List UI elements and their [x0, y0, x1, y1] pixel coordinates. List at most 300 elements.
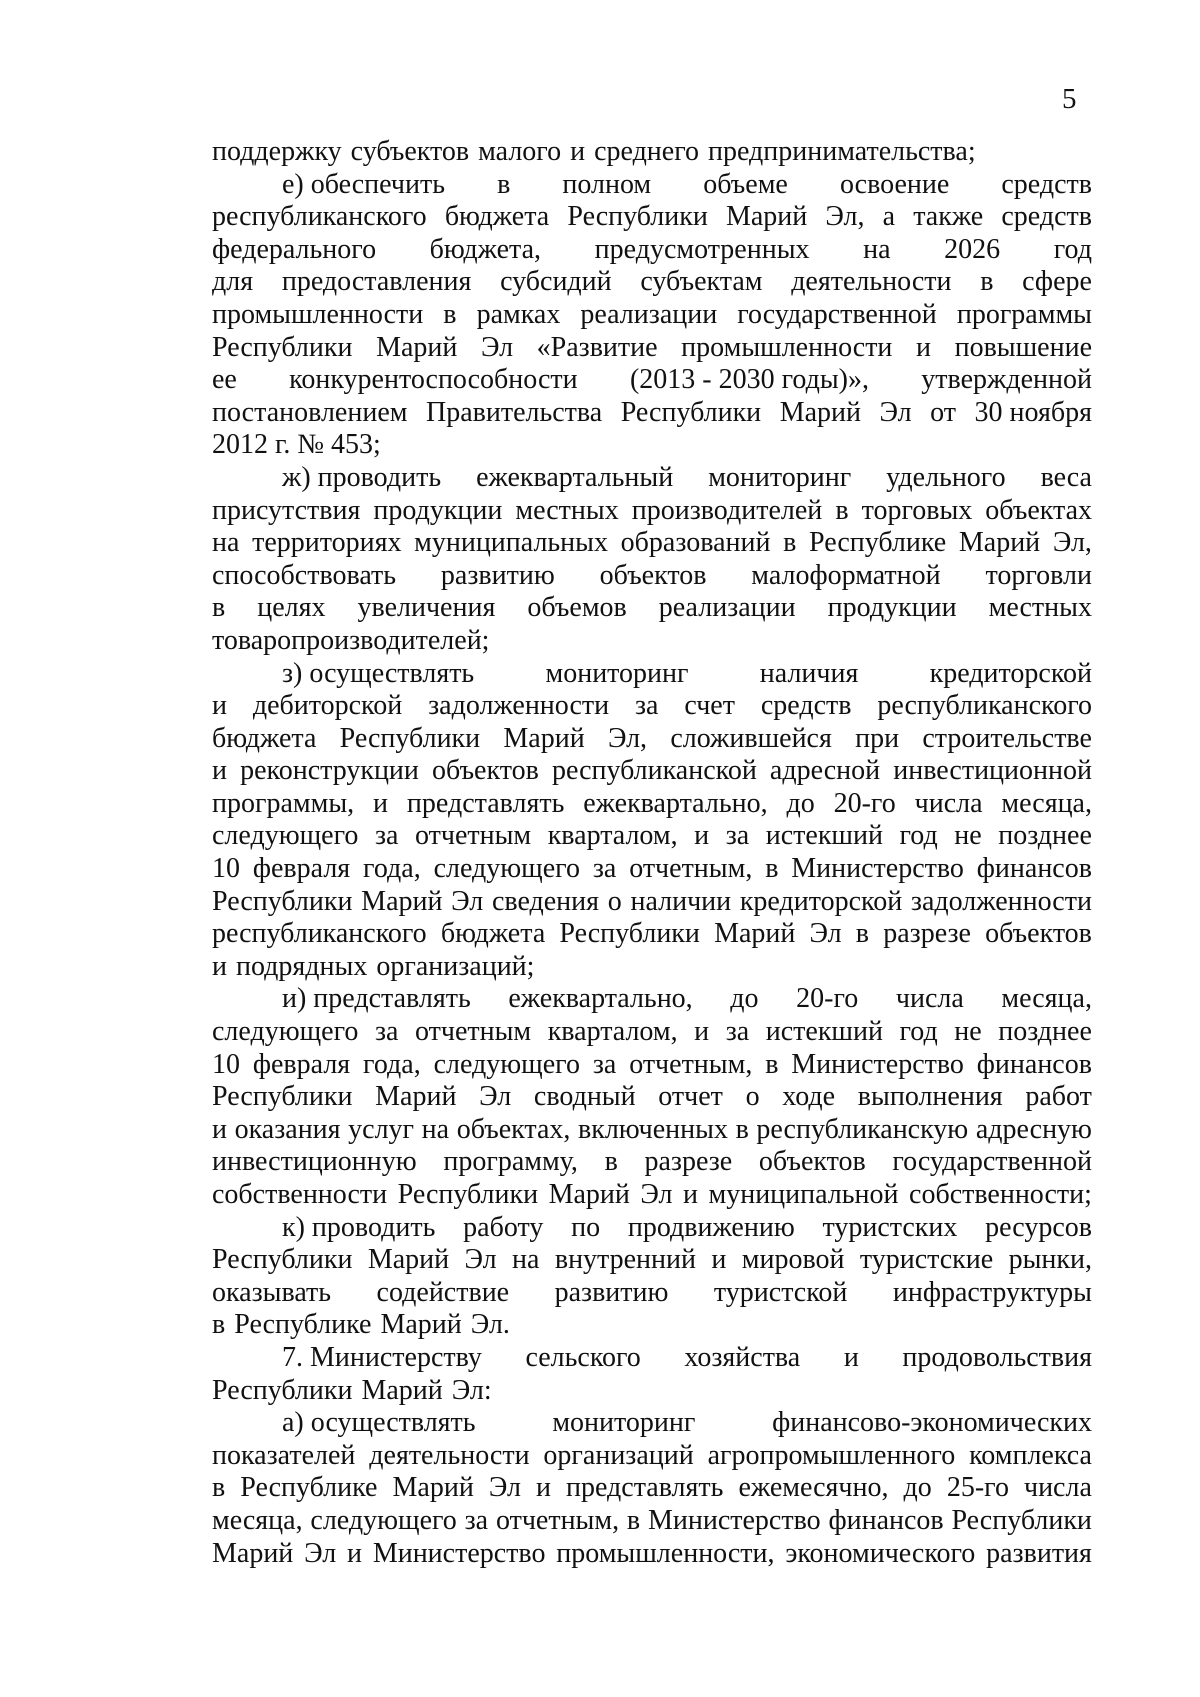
text-word: Республики: [212, 1374, 353, 1406]
text-line: [212, 527, 1092, 560]
text-line: [212, 1505, 1092, 1538]
text-word: предпринимательства;: [708, 136, 976, 167]
text-word: Министерство: [791, 1048, 964, 1080]
text-word: ежеквартально,: [583, 787, 768, 819]
text-word: Марий: [779, 396, 861, 428]
text-word: Республики: [620, 396, 762, 428]
text-word: в: [212, 1309, 226, 1341]
text-word: ежеквартальный: [476, 461, 674, 493]
text-word: в: [783, 527, 797, 559]
text-word: числа: [895, 983, 964, 1015]
text-line: [212, 1179, 1092, 1212]
text-word: субсидий: [500, 266, 612, 298]
text-word: в: [835, 494, 849, 526]
text-word: услуг: [348, 1113, 415, 1145]
text-word: туристские: [859, 1244, 994, 1276]
text-line: [212, 788, 1092, 821]
text-word: объектов: [599, 559, 707, 591]
text-word: и: [212, 1113, 227, 1145]
text-word: Эл: [464, 1244, 497, 1276]
text-word: февраля: [252, 1048, 351, 1080]
text-word: мониторинг: [708, 461, 852, 493]
text-word: Эл,: [607, 722, 648, 754]
text-line: [212, 1277, 1092, 1310]
text-word: года,: [363, 853, 421, 885]
text-word: Марий: [375, 1081, 457, 1113]
text-word: и: [570, 136, 586, 167]
text-word: Эл:: [451, 1374, 492, 1406]
text-word: Республики: [212, 331, 353, 363]
text-word: на: [421, 1113, 450, 1145]
text-word: оказывать: [212, 1276, 332, 1308]
text-word: до: [903, 1472, 932, 1504]
text-line: [212, 1375, 1092, 1408]
text-line: [212, 1114, 1092, 1147]
text-word: представлять: [406, 787, 565, 819]
text-word: к) проводить: [282, 1211, 436, 1243]
text-line: [212, 1472, 1092, 1505]
text-word: и: [843, 1341, 859, 1373]
text-word: субъектам: [640, 266, 763, 298]
text-word: Республике: [809, 527, 947, 559]
text-word: Республики: [397, 1179, 539, 1210]
text-word: Эл: [479, 1081, 512, 1113]
text-word: сфере: [1022, 266, 1092, 298]
text-word: следующего: [433, 1048, 580, 1080]
text-word: числа: [914, 787, 983, 819]
text-word: продвижению: [627, 1211, 795, 1243]
text-word: счет: [684, 690, 735, 722]
text-line: [212, 1342, 1092, 1375]
text-word: реконструкции: [240, 755, 419, 787]
text-word: Эл: [304, 1537, 337, 1569]
text-word: 25-го: [946, 1472, 1009, 1504]
text-word: и: [212, 755, 227, 787]
text-word: программу,: [443, 1146, 578, 1178]
text-word: задолженности: [428, 690, 610, 722]
text-word: позднее: [998, 820, 1092, 852]
text-line: [212, 1244, 1092, 1277]
text-word: финансово-экономических: [772, 1407, 1092, 1439]
text-word: финансов: [976, 1048, 1092, 1080]
text-word: месяца,: [212, 1504, 303, 1536]
text-word: программы,: [212, 787, 355, 819]
text-line: [212, 886, 1092, 919]
text-word: увеличения: [357, 592, 496, 624]
text-word: Эл: [480, 331, 514, 363]
text-line: [212, 1212, 1092, 1245]
text-word: Республики: [212, 885, 353, 917]
text-word: бюджета: [212, 722, 317, 754]
text-word: продовольствия: [902, 1341, 1092, 1373]
text-word: в: [765, 1048, 779, 1080]
text-word: наличия: [759, 657, 859, 689]
text-word: следующего: [212, 1016, 359, 1048]
text-word: месяца,: [1001, 787, 1092, 819]
text-word: и: [212, 690, 227, 722]
text-word: производителей: [631, 494, 823, 526]
text-line: [212, 1146, 1092, 1179]
text-word: внутренний: [554, 1244, 696, 1276]
text-word: продукции: [373, 494, 503, 526]
text-word: Республики: [559, 918, 700, 950]
text-word: развитию: [440, 559, 555, 591]
text-word: объектов: [432, 755, 539, 787]
text-word: Эл.: [470, 1309, 510, 1341]
text-word: субъектов: [350, 136, 470, 167]
text-word: малого: [478, 136, 562, 167]
text-word: Марий: [548, 1179, 630, 1210]
text-word: Министерство: [791, 853, 964, 885]
text-word: инвестиционной: [893, 755, 1092, 787]
text-word: бюджета: [444, 201, 550, 233]
text-word: промышленности: [681, 331, 893, 363]
text-word: продукции: [827, 592, 957, 624]
text-word: за: [464, 1504, 489, 1536]
text-word: Эл: [809, 918, 842, 950]
text-word: инфраструктуры: [892, 1276, 1092, 1308]
text-word: развитию: [554, 1276, 669, 1308]
text-word: в: [980, 266, 994, 298]
text-word: утвержденной: [921, 364, 1092, 396]
text-line: [212, 1407, 1092, 1440]
text-word: и: [212, 950, 227, 982]
text-word: а) осуществлять: [282, 1407, 476, 1439]
text-line: [212, 1016, 1092, 1049]
text-word: Эл,: [1052, 527, 1092, 559]
text-word: и: [535, 1472, 551, 1504]
text-word: в: [212, 1472, 226, 1504]
text-word: разрезе: [883, 918, 971, 950]
text-word: организаций: [543, 1439, 694, 1471]
text-word: товаропроизводителей;: [212, 624, 490, 656]
text-word: рынки,: [1008, 1244, 1092, 1276]
text-word: территориях: [252, 527, 402, 559]
text-word: ресурсов: [985, 1211, 1092, 1243]
text-word: федерального: [212, 233, 377, 265]
text-line: [212, 332, 1092, 365]
text-word: дебиторской: [252, 690, 403, 722]
text-word: и: [694, 820, 710, 852]
text-word: Эл: [640, 1179, 673, 1210]
text-word: кварталом,: [547, 1016, 678, 1048]
text-word: деятельности: [369, 1439, 530, 1471]
text-word: туристских: [822, 1211, 958, 1243]
text-word: Республики: [951, 1504, 1092, 1536]
document-body: [212, 136, 1092, 1570]
text-word: Марий: [361, 885, 443, 917]
text-word: адресную: [975, 1113, 1092, 1145]
text-line: [212, 723, 1092, 756]
text-word: ходе: [782, 1081, 836, 1113]
text-word: рамках: [476, 298, 561, 330]
text-word: отчет: [658, 1081, 723, 1113]
text-word: объектов: [985, 918, 1092, 950]
text-word: год: [899, 820, 938, 852]
text-line: [212, 690, 1092, 723]
text-word: в: [604, 1146, 618, 1178]
text-word: кредиторской: [929, 657, 1092, 689]
text-line: [212, 169, 1092, 202]
text-word: на: [863, 233, 891, 265]
text-word: и: [347, 1537, 362, 1569]
text-line: [212, 234, 1092, 267]
text-word: в: [626, 1504, 641, 1536]
text-word: реализации: [580, 298, 718, 330]
text-word: разрезе: [644, 1146, 733, 1178]
text-word: следующего: [212, 820, 359, 852]
text-word: средств: [1001, 201, 1092, 233]
text-word: в: [855, 918, 870, 950]
text-word: подрядных: [235, 950, 368, 982]
text-word: 10: [212, 1048, 240, 1080]
text-word: (2013 - 2030 годы)»,: [629, 364, 869, 396]
text-word: год: [899, 1016, 938, 1048]
text-word: предусмотренных: [594, 233, 810, 265]
text-word: постановлением: [212, 396, 408, 428]
text-word: республиканской: [551, 755, 757, 787]
text-word: Марий: [361, 1374, 443, 1406]
text-line: [212, 495, 1092, 528]
text-word: Марий: [376, 331, 458, 363]
text-word: Министерство: [372, 1537, 546, 1569]
text-line: [212, 1440, 1092, 1473]
text-word: в: [765, 853, 779, 885]
text-word: числа: [1023, 1472, 1092, 1504]
text-word: объектов: [758, 1146, 866, 1178]
text-word: Марий: [958, 527, 1041, 559]
text-word: кварталом,: [547, 820, 678, 852]
text-word: представлять: [565, 1472, 724, 1504]
text-word: за: [592, 1048, 617, 1080]
text-word: Марий: [714, 918, 796, 950]
text-word: предоставления: [281, 266, 472, 298]
text-word: веса: [1040, 461, 1092, 493]
text-word: за: [592, 853, 617, 885]
text-word: промышленности: [212, 298, 424, 330]
text-word: муниципальных: [414, 527, 608, 559]
text-word: также: [913, 201, 984, 233]
text-word: мировой: [741, 1244, 845, 1276]
text-word: февраля: [252, 853, 351, 885]
text-word: Республике: [240, 1472, 378, 1504]
text-word: оказания: [234, 1113, 341, 1145]
text-word: ж) проводить: [282, 461, 442, 493]
text-word: присутствия: [212, 494, 361, 526]
text-word: 20-го: [796, 983, 859, 1015]
text-word: собственности: [212, 1179, 388, 1210]
text-line: [212, 983, 1092, 1016]
text-word: в: [497, 168, 511, 200]
text-word: отчетным: [415, 820, 532, 852]
text-word: и: [683, 1179, 698, 1210]
text-word: промышленности,: [556, 1537, 775, 1569]
text-word: на: [512, 1244, 540, 1276]
text-line: [212, 560, 1092, 593]
text-word: поддержку: [212, 136, 342, 167]
text-line: [212, 364, 1092, 397]
text-word: государственной: [737, 298, 937, 330]
text-word: Марий: [380, 1309, 462, 1341]
text-word: позднее: [998, 1016, 1092, 1048]
text-word: за: [725, 820, 750, 852]
text-line: [212, 1538, 1092, 1571]
text-word: и: [694, 1016, 710, 1048]
text-word: 2012 г. № 453;: [212, 429, 381, 461]
text-word: истекший: [765, 820, 883, 852]
text-word: год: [1053, 233, 1092, 265]
text-word: за: [374, 1016, 399, 1048]
text-word: 2026: [944, 233, 1001, 265]
text-word: з) осуществлять: [282, 657, 475, 689]
text-word: Министерство: [647, 1504, 821, 1536]
text-word: а: [882, 201, 896, 233]
text-word: показателей: [212, 1439, 356, 1471]
text-word: мониторинг: [545, 657, 689, 689]
text-word: для: [212, 266, 254, 298]
text-word: работ: [1025, 1081, 1092, 1113]
text-word: следующего: [310, 1504, 457, 1536]
text-line: [212, 592, 1092, 625]
text-word: хозяйства: [684, 1341, 801, 1373]
text-word: не: [954, 820, 982, 852]
text-word: бюджета: [440, 918, 546, 950]
text-word: 7. Министерству: [282, 1341, 482, 1373]
text-word: отчетным,: [629, 1048, 753, 1080]
text-word: строительстве: [922, 722, 1092, 754]
text-word: в: [443, 298, 457, 330]
text-word: Марий: [212, 1537, 294, 1569]
text-word: торговли: [985, 559, 1092, 591]
text-word: местных: [515, 494, 619, 526]
text-word: 10: [212, 853, 240, 885]
text-word: республиканского: [212, 201, 427, 233]
text-word: включенных: [578, 1113, 728, 1145]
text-line: [212, 299, 1092, 332]
text-line: [212, 201, 1092, 234]
text-word: содействие: [376, 1276, 510, 1308]
text-word: отчетным,: [629, 853, 753, 885]
text-word: мониторинг: [552, 1407, 696, 1439]
text-line: [212, 755, 1092, 788]
text-word: о: [607, 885, 622, 917]
text-word: за: [374, 820, 399, 852]
text-word: республиканскую: [756, 1113, 969, 1145]
text-word: следующего: [433, 853, 580, 885]
text-line: [212, 658, 1092, 691]
text-word: бюджета,: [429, 233, 542, 265]
text-line: [212, 1309, 1092, 1342]
text-word: отчетным: [415, 1016, 532, 1048]
text-line: [212, 1081, 1092, 1114]
text-word: объемов: [527, 592, 627, 624]
text-word: развития: [986, 1537, 1092, 1569]
text-word: агропромышленного: [707, 1439, 956, 1471]
text-word: целях: [257, 592, 326, 624]
text-line: [212, 951, 1092, 984]
text-word: реализации: [658, 592, 796, 624]
text-word: и: [373, 787, 389, 819]
text-word: наличии: [630, 885, 732, 917]
text-word: сложившейся: [670, 722, 832, 754]
text-word: деятельности: [791, 266, 952, 298]
text-word: отчетным,: [495, 1504, 620, 1536]
text-word: сведения: [491, 885, 600, 917]
text-word: туристской: [713, 1276, 848, 1308]
text-line: [212, 853, 1092, 886]
text-word: 30 ноября: [974, 396, 1092, 428]
text-word: и: [711, 1244, 727, 1276]
text-word: программы: [956, 298, 1092, 330]
text-word: повышение: [954, 331, 1092, 363]
text-word: способствовать: [212, 559, 397, 591]
text-line: [212, 266, 1092, 299]
text-word: по: [571, 1211, 601, 1243]
text-word: Республике: [234, 1309, 372, 1341]
text-word: от: [930, 396, 956, 428]
text-word: до: [786, 787, 815, 819]
text-word: о: [745, 1081, 760, 1113]
text-word: Марий: [367, 1244, 450, 1276]
text-word: и) представлять: [282, 983, 471, 1015]
text-word: средств: [760, 690, 852, 722]
text-word: Правительства: [425, 396, 603, 428]
text-word: Республики: [212, 1244, 353, 1276]
text-word: на: [212, 527, 240, 559]
text-word: кредиторской: [739, 885, 903, 917]
text-word: Республики: [567, 201, 708, 233]
text-word: среднего: [594, 136, 700, 167]
text-word: в: [212, 592, 226, 624]
text-word: ежемесячно,: [738, 1472, 889, 1504]
text-word: объеме: [703, 168, 788, 200]
text-word: ежеквартально,: [508, 983, 693, 1015]
text-word: полном: [562, 168, 652, 200]
text-word: за: [635, 690, 659, 722]
text-word: месяца,: [1001, 983, 1092, 1015]
text-word: «Развитие: [536, 331, 658, 363]
text-line: [212, 429, 1092, 462]
text-word: инвестиционную: [212, 1146, 417, 1178]
text-line: [212, 918, 1092, 951]
text-word: образований: [620, 527, 771, 559]
text-line: [212, 625, 1092, 658]
page-number: 5: [1062, 83, 1077, 115]
text-word: муниципальной: [708, 1179, 899, 1210]
text-line: [212, 820, 1092, 853]
text-word: истекший: [765, 1016, 883, 1048]
text-word: удельного: [886, 461, 1006, 493]
text-word: торговых: [861, 494, 973, 526]
text-word: Эл: [879, 396, 912, 428]
text-word: комплекса: [969, 1439, 1092, 1471]
text-word: Марий: [392, 1472, 474, 1504]
text-word: республиканского: [877, 690, 1092, 722]
text-word: Республики: [212, 1081, 353, 1113]
text-word: Республики: [339, 722, 481, 754]
text-word: освоение: [839, 168, 950, 200]
text-word: экономического: [785, 1537, 976, 1569]
text-word: конкурентоспособности: [289, 364, 578, 396]
text-word: сельского: [525, 1341, 641, 1373]
text-word: государственной: [892, 1146, 1092, 1178]
text-word: в: [735, 1113, 749, 1145]
text-line: [212, 136, 1092, 169]
text-word: и: [916, 331, 931, 363]
text-word: финансов: [828, 1504, 944, 1536]
text-word: адресной: [769, 755, 881, 787]
text-word: до: [730, 983, 759, 1015]
